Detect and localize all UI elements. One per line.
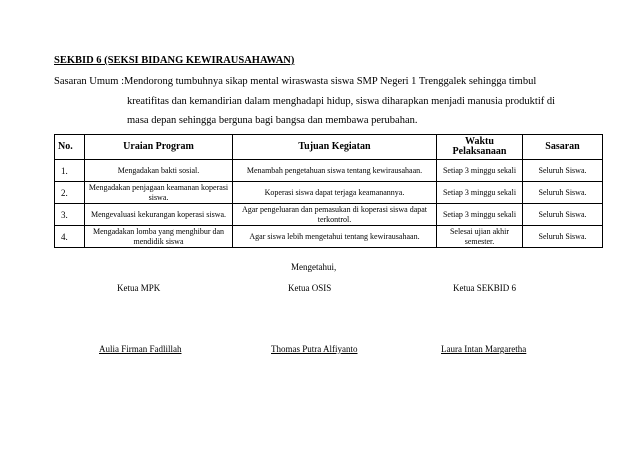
table-row <box>55 204 603 226</box>
cell-uraian: Mengadakan penjagaan keamanan koperasi siswa. <box>85 182 233 204</box>
role-ketua-osis: Ketua OSIS <box>288 283 332 293</box>
cell-waktu: Setiap 3 minggu sekali <box>437 182 523 204</box>
cell-sasaran: Seluruh Siswa. <box>523 160 603 182</box>
header-no: No. <box>55 135 85 160</box>
name-ketua-sekbid-6: Laura Intan Margaretha <box>441 344 527 354</box>
cell-waktu: Setiap 3 minggu sekali <box>437 160 523 182</box>
sasaran-umum-line-1: Mendorong tumbuhnya sikap mental wiraswasta siswa SMP Negeri 1 Trenggalek sehingga timbul <box>124 76 537 87</box>
cell-tujuan: Agar pengeluaran dan pemasukan di koperasi siswa dapat terkontrol. <box>233 204 437 226</box>
cell-no: 4. <box>55 226 85 248</box>
cell-no: 1. <box>55 160 85 182</box>
cell-uraian: Mengadakan bakti sosial. <box>85 160 233 182</box>
role-ketua-sekbid-6: Ketua SEKBID 6 <box>453 283 516 293</box>
cell-sasaran: Seluruh Siswa. <box>523 204 603 226</box>
sasaran-umum-line-3: masa depan sehingga berguna bagi bangsa dan membawa perubahan. <box>127 115 418 126</box>
cell-no: 2. <box>55 182 85 204</box>
cell-tujuan: Koperasi siswa dapat terjaga keamanannya. <box>233 182 437 204</box>
section-heading: SEKBID 6 (SEKSI BIDANG KEWIRAUSAHAWAN) <box>54 55 295 66</box>
cell-uraian: Mengevaluasi kekurangan koperasi siswa. <box>85 204 233 226</box>
cell-tujuan: Agar siswa lebih mengetahui tentang kewirausahaan. <box>233 226 437 248</box>
table-row <box>55 226 603 248</box>
mengetahui-label: Mengetahui, <box>291 262 337 272</box>
cell-sasaran: Seluruh Siswa. <box>523 226 603 248</box>
table-row <box>55 182 603 204</box>
cell-sasaran: Seluruh Siswa. <box>523 182 603 204</box>
header-waktu-pelaksanaan: Waktu Pelaksanaan <box>437 135 523 160</box>
cell-no: 3. <box>55 204 85 226</box>
sasaran-umum-label: Sasaran Umum : <box>54 76 124 87</box>
name-ketua-osis: Thomas Putra Alfiyanto <box>271 344 358 354</box>
cell-tujuan: Menambah pengetahuan siswa tentang kewirausahaan. <box>233 160 437 182</box>
cell-uraian: Mengadakan lomba yang menghibur dan mendidik siswa <box>85 226 233 248</box>
table-row <box>55 160 603 182</box>
program-table <box>54 134 603 248</box>
cell-waktu: Selesai ujian akhir semester. <box>437 226 523 248</box>
header-uraian-program: Uraian Program <box>85 135 233 160</box>
role-ketua-mpk: Ketua MPK <box>117 283 161 293</box>
table-header-row <box>55 135 603 160</box>
name-ketua-mpk: Aulia Firman Fadlillah <box>99 344 182 354</box>
sasaran-umum-line-2: kreatifitas dan kemandirian dalam menghadapi hidup, siswa diharapkan menjadi manusia produktif di <box>127 96 556 107</box>
cell-waktu: Setiap 3 minggu sekali <box>437 204 523 226</box>
header-tujuan-kegiatan: Tujuan Kegiatan <box>233 135 437 160</box>
header-sasaran: Sasaran <box>523 135 603 160</box>
